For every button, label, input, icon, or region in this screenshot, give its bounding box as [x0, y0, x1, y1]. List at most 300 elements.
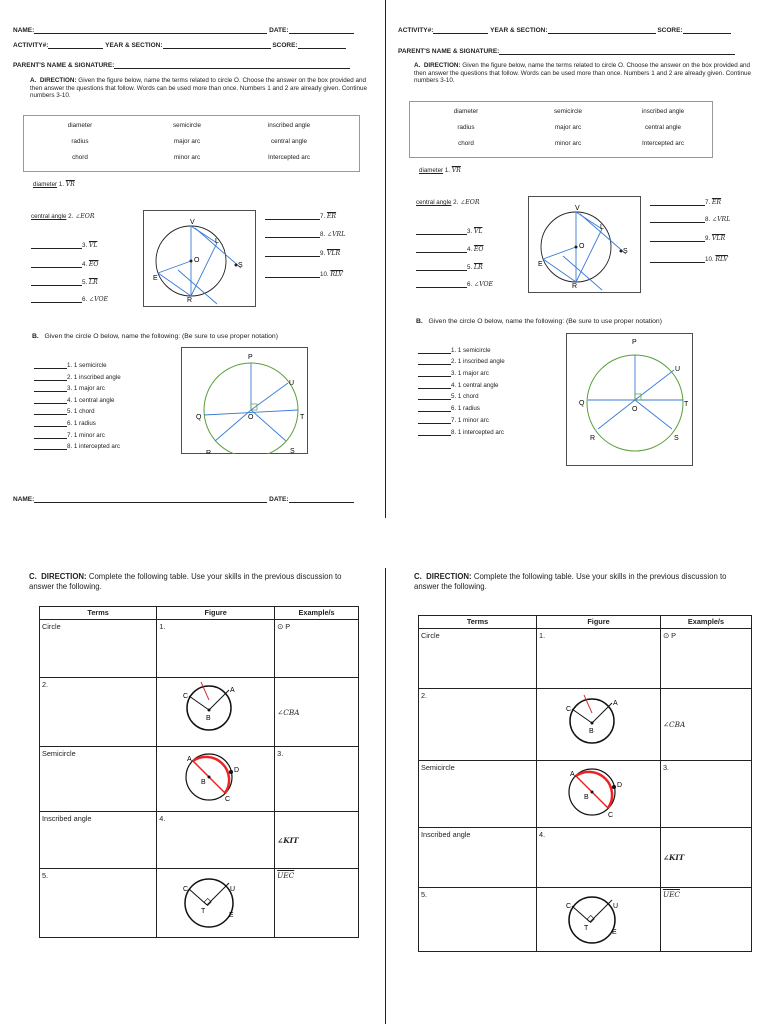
name-blank[interactable]: [34, 26, 267, 34]
answer-blank[interactable]: [34, 373, 67, 381]
ray-bc: [189, 696, 209, 710]
label-o: O: [194, 257, 200, 264]
answer-blank[interactable]: [31, 241, 82, 249]
word-radius: radius: [71, 138, 89, 145]
score-blank[interactable]: [683, 26, 731, 34]
answer-blank[interactable]: [650, 198, 705, 206]
given-item-1: [33, 181, 75, 188]
answer-blank[interactable]: [418, 416, 451, 424]
cell-example[interactable]: ∠CBA: [660, 689, 751, 761]
section-b-instruction: Given the circle O below, name the following: (Be sure to use proper notation): [428, 318, 662, 325]
circle-o-figure-b: [566, 333, 693, 466]
item-num: 10.: [320, 271, 329, 278]
b-item-5: [34, 407, 95, 415]
radius-os: [251, 410, 286, 441]
cell-figure: [537, 761, 661, 828]
parent-line: [13, 61, 350, 69]
radius-oe: [543, 247, 576, 259]
item-text: 2. 1 inscribed angle: [67, 374, 121, 381]
section-c-letter: C.: [414, 572, 422, 581]
label-e: E: [612, 929, 617, 936]
intercepted-arc-figure: [157, 869, 272, 935]
section-a-letter: A.: [30, 77, 37, 84]
item-text: 8. 1 intercepted arc: [67, 443, 120, 450]
item-num: 7.: [705, 199, 711, 206]
label-u: U: [230, 886, 236, 893]
table-row: [40, 747, 359, 812]
answer-blank[interactable]: [418, 346, 451, 354]
item-expr: $\overline{VLR}$: [326, 250, 341, 257]
item-expr: $\overline{EO}$: [473, 246, 484, 253]
year-section-blank[interactable]: [548, 26, 656, 34]
cell-figure: [157, 678, 275, 747]
label-t: T: [300, 414, 305, 421]
answer-blank[interactable]: [265, 212, 320, 220]
label-c: C: [225, 796, 231, 803]
item-expr: $\overline{LR}$: [473, 264, 483, 271]
parent-blank[interactable]: [114, 61, 350, 69]
table-row: [419, 761, 752, 828]
col-terms: Terms: [419, 616, 537, 629]
word-major-arc: major arc: [173, 138, 201, 145]
section-c-table-left: [39, 606, 359, 938]
item-expr: $\overline{EO}$: [88, 261, 99, 268]
given-item-2: [416, 199, 480, 206]
item-text: 8. 1 intercepted arc: [451, 429, 504, 436]
semicircle-arc: [193, 757, 229, 793]
date-label: DATE:: [269, 496, 289, 503]
cell-example[interactable]: 3.: [275, 747, 359, 812]
item-expr: $\overline{VR}$: [65, 181, 75, 188]
item-expr: $\overline{VLR}$: [711, 235, 726, 242]
cell-term[interactable]: 2.: [419, 689, 537, 761]
answer-blank[interactable]: [416, 280, 467, 288]
answer-blank[interactable]: [31, 278, 82, 286]
circle: [570, 699, 614, 743]
item-num: 1.: [444, 167, 450, 174]
b-item-7: [34, 431, 105, 439]
answer-blank[interactable]: [265, 230, 320, 238]
word-inscribed-angle: inscribed angle: [267, 122, 311, 129]
top-center-divider: [385, 0, 386, 518]
item-text: 7. 1 minor arc: [67, 432, 105, 439]
cell-example[interactable]: ∠KIT: [275, 812, 359, 869]
col-terms: Terms: [40, 607, 157, 620]
answer-blank[interactable]: [31, 295, 82, 303]
item-text: 5. 1 chord: [451, 393, 479, 400]
section-b-heading: [416, 318, 662, 325]
cell-figure[interactable]: 4.: [537, 828, 661, 888]
bottom-center-divider: [385, 568, 386, 1024]
activity-blank[interactable]: [433, 26, 488, 34]
label-e: E: [538, 261, 543, 268]
item-expr: $\overline{RLV}$: [330, 271, 343, 278]
answer-blank[interactable]: [418, 392, 451, 400]
label-r: R: [590, 435, 596, 442]
cell-figure[interactable]: 4.: [157, 812, 275, 869]
label-t: T: [584, 925, 589, 932]
direction-bold: DIRECTION:: [41, 572, 87, 581]
name-blank[interactable]: [34, 495, 267, 503]
year-section-label: YEAR & SECTION:: [105, 42, 163, 49]
activity-blank[interactable]: [48, 41, 103, 49]
parent-blank[interactable]: [499, 47, 735, 55]
table-row: [40, 620, 359, 678]
label-c: C: [608, 812, 614, 819]
cell-term[interactable]: 5.: [40, 869, 157, 938]
label-d: D: [617, 782, 623, 789]
b-item-8: [418, 428, 504, 436]
label-q: Q: [579, 400, 585, 407]
item-text: 5. 1 chord: [67, 408, 95, 415]
direction-text: Complete the following table. Use your skills in the previous discussion to answer the following.: [29, 572, 342, 591]
b-item-1: [418, 346, 491, 354]
word-minor-arc: minor arc: [554, 140, 582, 147]
cell-example[interactable]: ⊙ P: [275, 620, 359, 678]
section-a-direction: [30, 77, 370, 100]
point-d: [612, 785, 616, 789]
direction-text: Given the figure below, name the terms related to circle O. Choose the answer on the box provided and then answer the questions that follow. Words can be used more than once. Numbers 1 and 2 are already given. Continue numbers 3-10.: [414, 62, 751, 85]
col-examples: Example/s: [275, 607, 359, 620]
word-intercepted-arc: Intercepted arc: [267, 154, 310, 161]
word-diameter: diameter: [67, 122, 93, 129]
answer-blank[interactable]: [418, 404, 451, 412]
cell-term[interactable]: Semicircle: [40, 747, 157, 812]
label-b: B: [206, 715, 211, 722]
cell-example[interactable]: $\overline{UEC}$: [660, 888, 751, 952]
cell-term[interactable]: Inscribed angle: [40, 812, 157, 869]
item-num: 8.: [320, 231, 326, 238]
name-line: [13, 26, 354, 34]
answer-blank[interactable]: [34, 361, 67, 369]
item-expr: ∠VRL: [326, 231, 346, 238]
point-b: [591, 722, 594, 725]
ray-tc: [189, 889, 207, 905]
item-expr: $\overline{ER}$: [711, 199, 722, 206]
answer-blank[interactable]: [265, 270, 320, 278]
item-num: 5.: [467, 264, 473, 271]
answer-blank[interactable]: [34, 407, 67, 415]
item-text: 7. 1 minor arc: [451, 417, 489, 424]
b-item-4: [34, 396, 114, 404]
b-item-3: [34, 384, 105, 392]
answer-blank[interactable]: [418, 381, 451, 389]
section-a-direction: [414, 62, 754, 85]
label-s: S: [238, 262, 243, 269]
center-point: [575, 246, 578, 249]
given-answer: central angle: [31, 213, 67, 220]
direction-bold: DIRECTION:: [39, 77, 77, 84]
direction-bold: DIRECTION:: [426, 572, 472, 581]
label-c: C: [183, 886, 189, 893]
b-item-6: [34, 419, 96, 427]
section-b-instruction: Given the circle O below, name the following: (Be sure to use proper notation): [44, 333, 278, 340]
circle-o-figure-b: [181, 347, 308, 454]
label-t: T: [201, 908, 206, 915]
inscribed-angle-figure: [537, 689, 658, 758]
a-right-item-8: [265, 230, 345, 238]
item-num: 4.: [82, 261, 88, 268]
b-item-4: [418, 381, 498, 389]
word-central-angle: central angle: [644, 124, 682, 131]
score-label: SCORE:: [657, 27, 683, 34]
radius-oe: [158, 261, 191, 273]
col-examples: Example/s: [660, 616, 751, 629]
item-num: 10.: [705, 256, 714, 263]
a-right-item-8: [650, 215, 730, 223]
secant-line: [580, 214, 626, 254]
table-row: [419, 689, 752, 761]
cell-figure: [157, 869, 275, 938]
semicircle-figure: [537, 761, 658, 825]
col-figure: Figure: [537, 616, 661, 629]
item-num: 3.: [467, 228, 473, 235]
given-item-1: [419, 167, 461, 174]
radius-os: [635, 400, 672, 429]
col-figure: Figure: [157, 607, 275, 620]
answer-blank[interactable]: [34, 431, 67, 439]
a-left-item-5: [416, 263, 483, 271]
item-num: 2.: [68, 213, 74, 220]
section-b-letter: B.: [32, 333, 39, 340]
answer-blank[interactable]: [416, 227, 467, 235]
parent-label: PARENT'S NAME & SIGNATURE:: [13, 62, 115, 69]
semicircle-figure: [157, 747, 272, 809]
word-box: [409, 101, 713, 158]
a-left-item-4: [416, 245, 484, 253]
cell-figure[interactable]: 1.: [537, 629, 661, 689]
label-s: S: [623, 248, 628, 255]
label-c: C: [566, 903, 572, 910]
word-minor-arc: minor arc: [173, 154, 201, 161]
cell-term[interactable]: Circle: [419, 629, 537, 689]
a-left-item-6: [416, 280, 493, 288]
answer-blank[interactable]: [418, 369, 451, 377]
item-text: 3. 1 major arc: [67, 385, 105, 392]
word-inscribed-angle: inscribed angle: [641, 108, 685, 115]
word-diameter: diameter: [453, 108, 479, 115]
a-left-item-3: [31, 241, 97, 249]
year-section-blank[interactable]: [163, 41, 271, 49]
a-left-item-5: [31, 278, 98, 286]
label-v: V: [575, 205, 580, 212]
given-answer: diameter: [419, 167, 444, 174]
figure-border: [567, 334, 693, 466]
cell-term[interactable]: 5.: [419, 888, 537, 952]
answer-blank[interactable]: [34, 442, 67, 450]
section-c-direction-right: [414, 572, 744, 592]
cell-term[interactable]: 2.: [40, 678, 157, 747]
label-v: V: [190, 219, 195, 226]
label-c: C: [183, 693, 189, 700]
a-left-item-4: [31, 260, 99, 268]
answer-blank[interactable]: [31, 260, 82, 268]
answer-blank[interactable]: [416, 245, 467, 253]
given-item-2: [31, 213, 95, 220]
item-num: 2.: [453, 199, 459, 206]
label-s: S: [674, 435, 679, 442]
label-s: S: [290, 448, 295, 454]
given-answer: central angle: [416, 199, 452, 206]
item-num: 9.: [705, 235, 711, 242]
label-u: U: [289, 380, 295, 387]
item-expr: ∠VRL: [711, 216, 731, 223]
label-b: B: [201, 779, 206, 786]
item-text: 4. 1 central angle: [451, 382, 499, 389]
activity-line: [398, 26, 731, 34]
date-blank[interactable]: [289, 495, 354, 503]
answer-blank[interactable]: [418, 357, 451, 365]
word-intercepted-arc: Intercepted arc: [641, 140, 684, 147]
item-num: 1.: [58, 181, 64, 188]
section-c-table-right: [418, 615, 752, 952]
section-c-direction-left: [29, 572, 359, 592]
item-num: 9.: [320, 250, 326, 257]
label-p: P: [248, 354, 253, 361]
label-e: E: [229, 912, 234, 919]
label-l: L: [600, 224, 604, 231]
score-blank[interactable]: [298, 41, 346, 49]
b-item-5: [418, 392, 479, 400]
cell-example[interactable]: $\overline{UEC}$: [275, 869, 359, 938]
item-num: 7.: [320, 213, 326, 220]
date-blank[interactable]: [289, 26, 354, 34]
answer-blank[interactable]: [418, 428, 451, 436]
cell-example[interactable]: 3.: [660, 761, 751, 828]
point-b: [208, 776, 211, 779]
activity-line: [13, 41, 346, 49]
bottom-name-line: [13, 495, 354, 503]
table-row: [419, 629, 752, 689]
given-answer: diameter: [33, 181, 58, 188]
b-item-2: [418, 357, 505, 365]
score-label: SCORE:: [272, 42, 298, 49]
item-num: 3.: [82, 242, 88, 249]
semicircle-arc: [576, 772, 612, 808]
secant-line: [195, 228, 241, 268]
item-expr: ∠EOR: [75, 213, 95, 220]
label-b: B: [589, 728, 594, 735]
word-semicircle: semicircle: [173, 122, 201, 129]
section-b-letter: B.: [416, 318, 423, 325]
section-c-letter: C.: [29, 572, 37, 581]
item-expr: $\overline{VL}$: [88, 242, 98, 249]
name-label: NAME:: [13, 496, 35, 503]
item-expr: $\overline{VR}$: [451, 167, 461, 174]
figure-border: [529, 197, 641, 293]
item-num: 8.: [705, 216, 711, 223]
answer-blank[interactable]: [416, 263, 467, 271]
figure-border: [144, 211, 256, 307]
label-r: R: [187, 297, 193, 304]
word-chord: chord: [72, 154, 88, 161]
cell-term[interactable]: Semicircle: [419, 761, 537, 828]
label-c: C: [566, 706, 572, 713]
cell-term[interactable]: Circle: [40, 620, 157, 678]
cell-example[interactable]: ⊙ P: [660, 629, 751, 689]
cell-example[interactable]: ∠KIT: [660, 828, 751, 888]
answer-blank[interactable]: [34, 396, 67, 404]
date-label: DATE:: [269, 27, 289, 34]
year-section-label: YEAR & SECTION:: [490, 27, 548, 34]
a-right-item-7: [650, 198, 721, 206]
table-row: [40, 678, 359, 747]
label-o: O: [579, 243, 585, 250]
label-a: A: [187, 756, 192, 763]
cell-figure: [157, 747, 275, 812]
item-text: 1. 1 semicircle: [67, 362, 107, 369]
label-b: B: [584, 794, 589, 801]
b-item-3: [418, 369, 489, 377]
a-right-item-7: [265, 212, 336, 220]
label-l: L: [215, 238, 219, 245]
answer-blank[interactable]: [34, 419, 67, 427]
label-a: A: [613, 700, 618, 707]
a-left-item-6: [31, 295, 108, 303]
b-item-2: [34, 373, 121, 381]
answer-blank[interactable]: [650, 215, 705, 223]
radius-or: [598, 400, 635, 429]
label-r: R: [572, 283, 578, 290]
circle-o-figure-a: [143, 210, 256, 307]
inscribed-angle-figure: [157, 678, 272, 744]
item-expr: $\overline{ER}$: [326, 213, 337, 220]
a-right-item-10: [265, 270, 343, 278]
point-d: [229, 770, 233, 774]
activity-label: ACTIVITY#:: [13, 42, 49, 49]
ray-tu: [207, 883, 229, 905]
item-num: 5.: [82, 279, 88, 286]
direction-text: Complete the following table. Use your skills in the previous discussion to answer the following.: [414, 572, 727, 591]
word-central-angle: central angle: [270, 138, 308, 145]
answer-blank[interactable]: [265, 249, 320, 257]
word-box: [23, 115, 360, 172]
ray-tu: [590, 900, 612, 922]
cell-example[interactable]: ∠CBA: [275, 678, 359, 747]
answer-blank[interactable]: [650, 255, 705, 263]
table-row: [419, 888, 752, 952]
table-row: [40, 869, 359, 938]
item-expr: ∠VOE: [473, 281, 494, 288]
section-a-letter: A.: [414, 62, 421, 69]
label-p: P: [632, 339, 637, 346]
cell-figure: [537, 689, 661, 761]
answer-blank[interactable]: [34, 384, 67, 392]
a-right-item-9: [265, 249, 340, 257]
item-num: 6.: [467, 281, 473, 288]
item-text: 6. 1 radius: [451, 405, 480, 412]
cell-term[interactable]: Inscribed angle: [419, 828, 537, 888]
label-e: E: [153, 275, 158, 282]
item-expr: $\overline{VL}$: [473, 228, 483, 235]
circle-o-figure-a: [528, 196, 641, 293]
tangent-line: [563, 256, 602, 290]
item-text: 3. 1 major arc: [451, 370, 489, 377]
intercepted-arc-figure: [537, 888, 658, 949]
label-a: A: [570, 771, 575, 778]
circle: [187, 686, 231, 730]
table-row: [40, 812, 359, 869]
label-q: Q: [196, 414, 202, 421]
answer-blank[interactable]: [650, 234, 705, 242]
word-chord: chord: [458, 140, 474, 147]
cell-figure[interactable]: 1.: [157, 620, 275, 678]
activity-label: ACTIVITY#:: [398, 27, 434, 34]
item-expr: ∠VOE: [88, 296, 109, 303]
a-left-item-3: [416, 227, 482, 235]
name-label: NAME:: [13, 27, 35, 34]
item-expr: $\overline{LR}$: [88, 279, 98, 286]
